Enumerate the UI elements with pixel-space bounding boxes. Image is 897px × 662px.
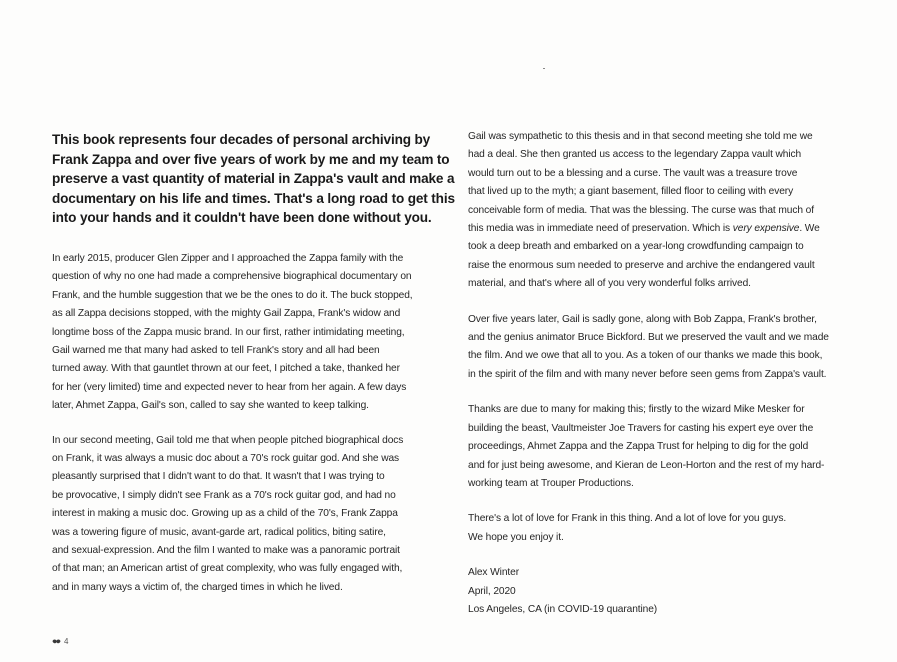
text-line: raise the enormous sum needed to preserve and archive the endangered vault xyxy=(468,259,815,271)
text-line: and for just being awesome, and Kieran de Leon-Horton and the rest of my hard- xyxy=(468,459,825,471)
text-line: for her (very limited) time and expected never to hear from her again. A few days xyxy=(52,381,407,393)
text-line: In our second meeting, Gail told me that when people pitched biographical docs xyxy=(52,434,404,446)
lead-line: This book represents four decades of personal archiving by xyxy=(52,132,431,147)
text-line: in the spirit of the film and with many never before seen gems from Zappa's vault. xyxy=(468,368,827,380)
paragraph-thanks xyxy=(468,401,858,493)
lead-line: preserve a vast quantity of material in Zappa's vault and make a xyxy=(52,171,455,187)
emphasis-text: very expensive xyxy=(732,223,800,235)
text-fragment: this media was in immediate need of preservation. Which is xyxy=(468,223,733,235)
text-line: turned away. With that gauntlet thrown at our feet, I pitched a take, thanked her xyxy=(52,363,400,375)
text-line: later, Ahmet Zappa, Gail's son, called to say she wanted to keep talking. xyxy=(52,400,369,412)
text-line: working team at Trouper Productions. xyxy=(468,477,634,489)
page-footer xyxy=(52,637,68,646)
text-line: had a deal. She then granted us access to the legendary Zappa vault which xyxy=(468,149,802,161)
text-line-with-emphasis xyxy=(468,220,858,238)
text-line: was a towering figure of music, avant-garde art, radical politics, biting satire, xyxy=(52,526,386,538)
lead-line: into your hands and it couldn't have been done without you. xyxy=(52,210,432,226)
text-line: In early 2015, producer Glen Zipper and I approached the Zappa family with the xyxy=(52,252,404,264)
text-line: Frank, and the humble suggestion that we be the ones to do it. The buck stopped, xyxy=(52,289,413,301)
paragraph-second-meeting xyxy=(52,432,437,598)
paragraph-love xyxy=(468,510,858,547)
text-line: interest in making a music doc. Growing up as a child of the 70's, Frank Zappa xyxy=(52,508,398,520)
lead-line: documentary on his life and times. That's a long road to get this xyxy=(52,190,455,206)
text-line: be provocative, I simply didn't see Frank as a 70's rock guitar god, and had no xyxy=(52,489,396,501)
text-line: longtime boss of the Zappa music brand. In our first, rather intimidating meeting, xyxy=(52,326,405,338)
text-line: the film. And we owe that all to you. As a token of our thanks we made this book, xyxy=(468,350,823,362)
mustache-icon xyxy=(52,638,61,645)
text-line: question of why no one had made a comprehensive biographical documentary on xyxy=(52,271,412,283)
text-fragment: . We xyxy=(799,223,820,235)
text-line: as all Zappa decisions stopped, with the mighty Gail Zappa, Frank's widow and xyxy=(52,308,401,320)
lead-line: Frank Zappa and over five years of work by me and my team to xyxy=(52,151,450,167)
text-line: Over five years later, Gail is sadly gone, along with Bob Zappa, Frank's brother, xyxy=(468,313,817,325)
text-line: pleasantly surprised that I didn't want to do that. It wasn't that I was trying to xyxy=(52,471,385,483)
text-line: and in many ways a victim of, the charged times in which he lived. xyxy=(52,581,343,593)
paragraph-early-2015 xyxy=(52,250,437,416)
paragraph-five-years-later xyxy=(468,311,858,385)
text-line: building the beast, Vaultmeister Joe Travers for casting his expert eye over the xyxy=(468,422,814,434)
text-line: took a deep breath and embarked on a year-long crowdfunding campaign to xyxy=(468,241,804,253)
right-column xyxy=(468,128,858,636)
lead-paragraph xyxy=(52,130,455,228)
signature-date: April, 2020 xyxy=(468,585,516,597)
left-column xyxy=(52,130,455,613)
text-line: on Frank, it was always a music doc about a 70's rock guitar god. And she was xyxy=(52,453,400,465)
text-line: Gail warned me that many had asked to tell Frank's story and all had been xyxy=(52,345,380,356)
text-line: material, and that's where all of you very wonderful folks arrived. xyxy=(468,278,751,290)
text-line: and the genius animator Bruce Bickford. But we preserved the vault and we made xyxy=(468,332,829,344)
text-line: conceivable form of media. That was the blessing. The curse was that much of xyxy=(468,204,814,216)
text-line: We hope you enjoy it. xyxy=(468,531,564,543)
text-line: Gail was sympathetic to this thesis and in that second meeting she told me we xyxy=(468,131,813,142)
text-line: and sexual-expression. And the film I wanted to make was a panoramic portrait xyxy=(52,545,400,557)
text-line: that lived up to the myth; a giant basement, filled floor to ceiling with every xyxy=(468,186,794,198)
signature-block xyxy=(468,564,858,619)
text-line: would turn out to be a blessing and a curse. The vault was a treasure trove xyxy=(468,167,798,179)
paragraph-vault xyxy=(468,128,858,294)
signature-location: Los Angeles, CA (in COVID-19 quarantine) xyxy=(468,603,658,615)
text-line: Thanks are due to many for making this; firstly to the wizard Mike Mesker for xyxy=(468,404,805,416)
text-line: There's a lot of love for Frank in this thing. And a lot of love for you guys. xyxy=(468,513,787,525)
text-line: of that man; an American artist of great complexity, who was fully engaged with, xyxy=(52,563,403,575)
text-line: proceedings, Ahmet Zappa and the Zappa Trust for helping to dig for the gold xyxy=(468,441,809,453)
scan-speck xyxy=(543,68,545,69)
signature-name: Alex Winter xyxy=(468,567,519,579)
page-number: 4 xyxy=(64,637,69,646)
